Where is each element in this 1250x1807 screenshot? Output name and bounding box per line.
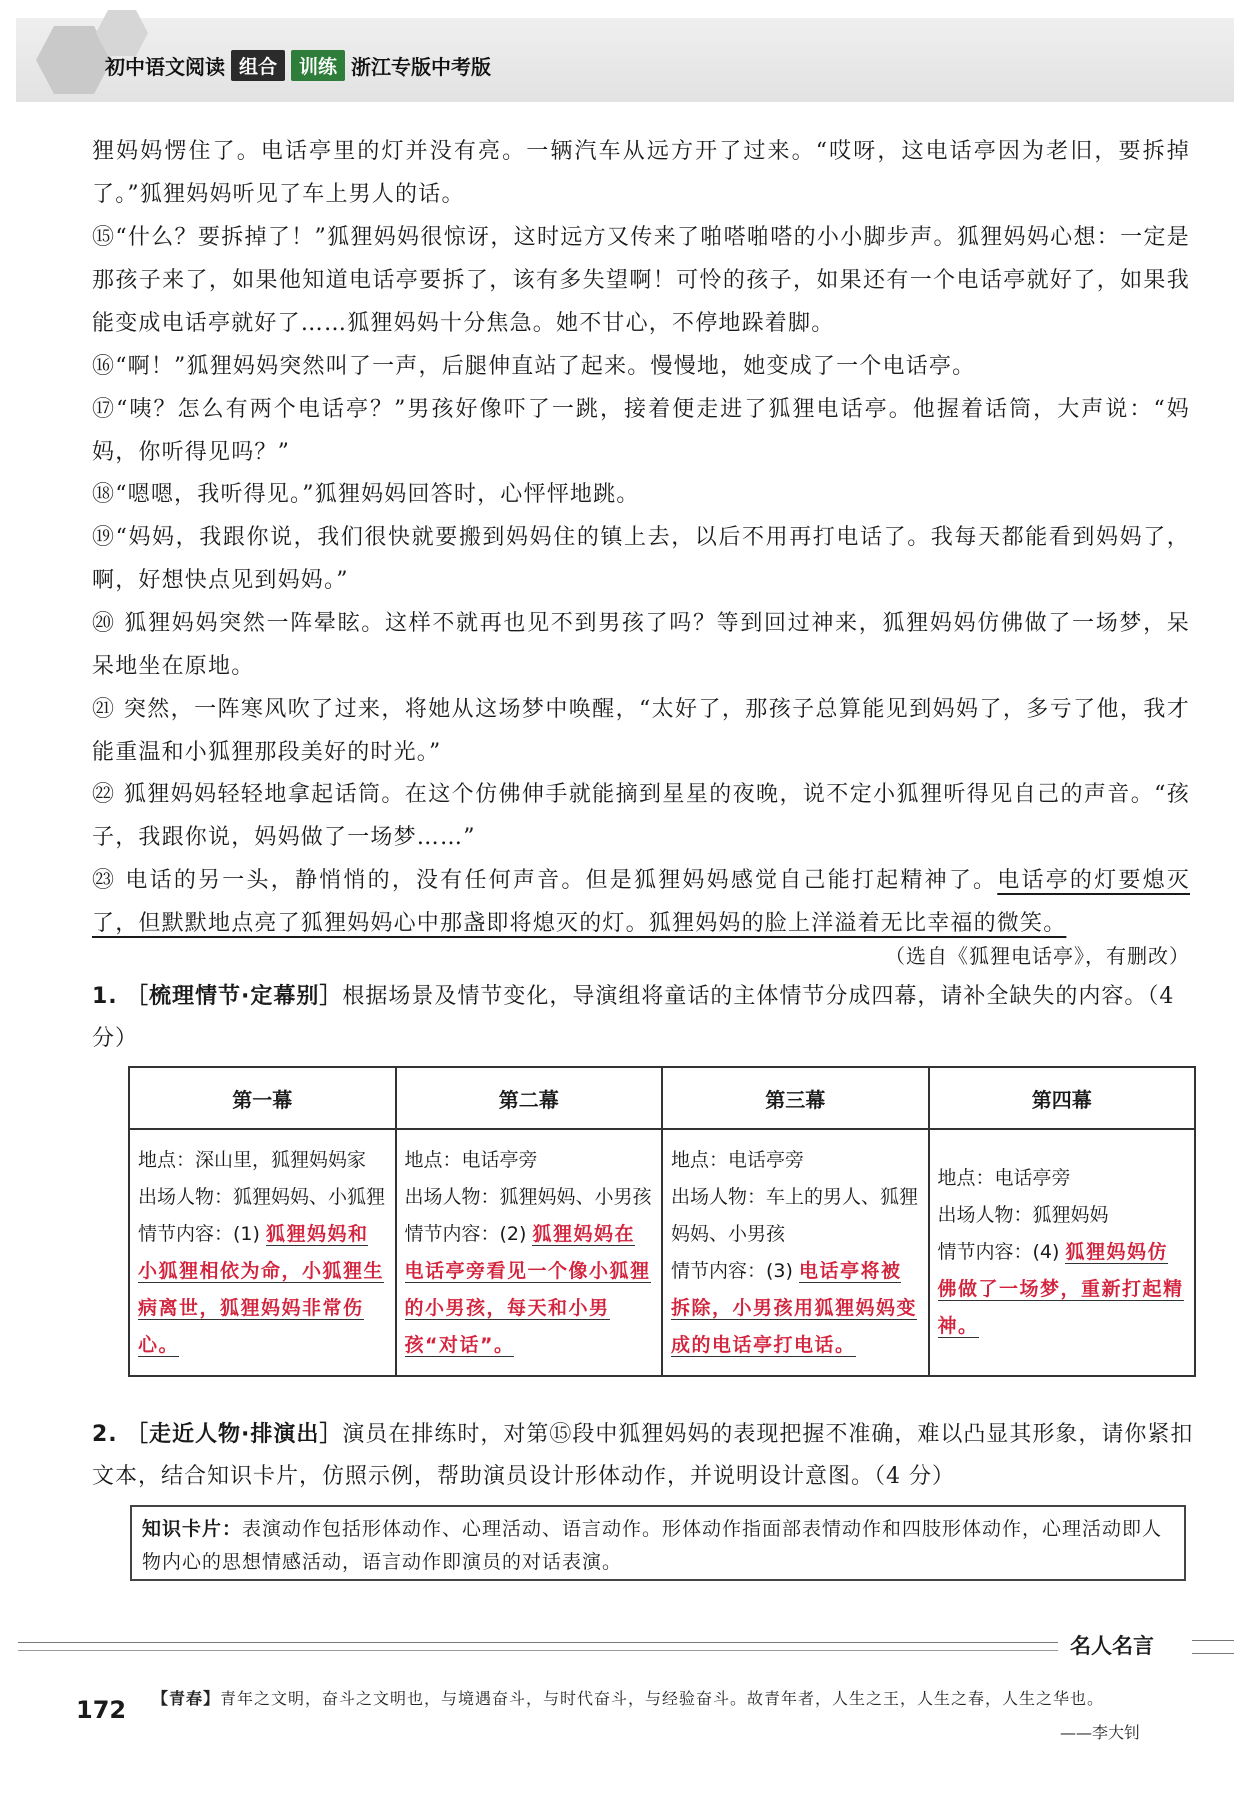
scene-1-people: 出场人物：狐狸妈妈、小狐狸 xyxy=(138,1185,386,1208)
book-title-main: 初中语文阅读 xyxy=(105,54,225,79)
scene-3-people: 出场人物：车上的男人、狐狸妈妈、小男孩 xyxy=(671,1185,919,1245)
scenes-table xyxy=(128,1066,1196,1377)
book-title-edition: 浙江专版中考版 xyxy=(351,54,492,79)
footer-divider-thin xyxy=(18,1650,1058,1651)
page-number: 172 xyxy=(76,1696,127,1724)
scene-3-header: 第三幕 xyxy=(662,1067,929,1129)
book-title-box-combo: 组合 xyxy=(231,50,285,81)
question-2-text: 演员在排练时，对第⑮段中狐狸妈妈的表现把握不准确，难以凸显其形象，请你紧扣文本，结合知识卡片，仿照示例，帮助演员设计形体动作，并说明设计意图。（4 分） xyxy=(92,1422,1194,1489)
quote-author: ——李大钊 xyxy=(1060,1723,1141,1742)
scene-4-cell xyxy=(929,1129,1196,1376)
story-paragraph-22: ㉒ 狐狸妈妈轻轻地拿起话筒。在这个仿佛伸手就能摘到星星的夜晚，说不定小狐狸听得见自己的声音。“孩子，我跟你说，妈妈做了一场梦……” xyxy=(92,782,1190,850)
scene-4-people: 出场人物：狐狸妈妈 xyxy=(937,1204,1109,1226)
footer-dash-decoration xyxy=(1192,1640,1234,1654)
scenes-content-row xyxy=(129,1129,1195,1376)
scene-1-cell xyxy=(129,1129,396,1376)
story-paragraph-19: ⑲“妈妈，我跟你说，我们很快就要搬到妈妈住的镇上去，以后不用再打电话了。我每天都能看到妈妈了，啊，好想快点见到妈妈。” xyxy=(92,525,1190,593)
question-2-tag: ［走近人物·排演出］ xyxy=(126,1422,343,1447)
knowledge-card-text: 表演动作包括形体动作、心理活动、语言动作。形体动作指面部表情动作和四肢形体动作，心理活动即人物内心的思想情感活动，语言动作即演员的对话表演。 xyxy=(142,1518,1163,1573)
story-paragraph-23-underlined: 电话亭的灯要熄灭了，但默默地点亮了狐狸妈妈心中那盏即将熄灭的灯。狐狸妈妈的脸上洋溢着无比幸福的微笑。 xyxy=(92,868,1190,936)
question-1-text: 根据场景及情节变化，导演组将童话的主体情节分成四幕，请补全缺失的内容。（4 分） xyxy=(92,984,1175,1051)
story-paragraph-18: ⑱“嗯嗯，我听得见。”狐狸妈妈回答时，心怦怦地跳。 xyxy=(92,482,640,507)
scene-4-plot-label: 情节内容：(4) xyxy=(937,1241,1060,1263)
scene-2-cell xyxy=(396,1129,663,1376)
scene-2-people: 出场人物：狐狸妈妈、小男孩 xyxy=(404,1185,652,1208)
question-1-tag: ［梳理情节·定幕别］ xyxy=(126,984,343,1009)
scene-3-answer: 电话亭将被拆除，小男孩用狐狸妈妈变成的电话亭打电话。 xyxy=(671,1259,918,1356)
scene-1-header: 第一幕 xyxy=(129,1067,396,1129)
scene-3-cell xyxy=(662,1129,929,1376)
scene-4-place: 地点：电话亭旁 xyxy=(937,1167,1071,1189)
story-paragraph-20: ⑳ 狐狸妈妈突然一阵晕眩。这样不就再也见不到男孩了吗？等到回过神来，狐狸妈妈仿佛做了一场梦，呆呆地坐在原地。 xyxy=(92,611,1190,679)
scene-4-answer: 狐狸妈妈仿佛做了一场梦，重新打起精神。 xyxy=(937,1241,1184,1337)
footer-divider xyxy=(18,1642,1058,1643)
question-2 xyxy=(92,1414,1202,1498)
scene-3-place: 地点：电话亭旁 xyxy=(671,1148,805,1171)
scene-3-plot-label: 情节内容：(3) xyxy=(671,1259,793,1282)
story-paragraph-21: ㉑ 突然，一阵寒风吹了过来，将她从这场梦中唤醒，“太好了，那孩子总算能见到妈妈了，多亏了他，我才能重温和小狐狸那段美好的时光。” xyxy=(92,697,1190,765)
scene-2-place: 地点：电话亭旁 xyxy=(404,1148,538,1171)
story-paragraph-continued: 狸妈妈愣住了。电话亭里的灯并没有亮。一辆汽车从远方开了过来。“哎呀，这电话亭因为老旧，要拆掉了。”狐狸妈妈听见了车上男人的话。 xyxy=(92,139,1190,207)
scene-2-plot-label: 情节内容：(2) xyxy=(404,1222,527,1245)
book-title xyxy=(105,48,491,82)
scene-1-plot-label: 情节内容：(1) xyxy=(138,1222,260,1245)
scene-1-place: 地点：深山里，狐狸妈妈家 xyxy=(138,1148,367,1171)
quote-label: 【青春】 xyxy=(152,1689,221,1708)
quote-body: 青年之文明，奋斗之文明也，与境遇奋斗，与时代奋斗，与经验奋斗。故青年者，人生之王，人生之春，人生之华也。 xyxy=(220,1689,1105,1708)
book-title-box-training: 训练 xyxy=(291,50,345,81)
story-paragraph-23-start: ㉓ 电话的另一头，静悄悄的，没有任何声音。但是狐狸妈妈感觉自己能打起精神了。 xyxy=(92,868,998,893)
question-2-number: 2. xyxy=(92,1422,118,1447)
quote-text xyxy=(152,1678,1122,1720)
question-1-number: 1. xyxy=(92,984,118,1009)
scene-2-answer: 狐狸妈妈在电话亭旁看见一个像小狐狸的小男孩，每天和小男孩“对话”。 xyxy=(404,1222,651,1356)
scenes-header-row xyxy=(129,1067,1195,1129)
story-source: （选自《狐狸电话亭》，有删改） xyxy=(885,944,1190,968)
story-paragraph-17: ⑰“咦？怎么有两个电话亭？”男孩好像吓了一跳，接着便走进了狐狸电话亭。他握着话筒，大声说：“妈妈，你听得见吗？” xyxy=(92,397,1190,465)
story-paragraph-15: ⑮“什么？要拆掉了！”狐狸妈妈很惊讶，这时远方又传来了啪嗒啪嗒的小小脚步声。狐狸妈妈心想：一定是那孩子来了，如果他知道电话亭要拆了，该有多失望啊！可怜的孩子，如果还有一个电话亭就好了，如果我能变成电话亭就好了……狐狸妈妈十分焦急。她不甘心，不停地跺着脚。 xyxy=(92,225,1190,336)
quote-heading: 名人名言 xyxy=(1070,1634,1154,1658)
scene-4-header: 第四幕 xyxy=(929,1067,1196,1129)
story-paragraph-16: ⑯“啊！”狐狸妈妈突然叫了一声，后腿伸直站了起来。慢慢地，她变成了一个电话亭。 xyxy=(92,354,976,379)
knowledge-card xyxy=(130,1505,1186,1581)
knowledge-card-label: 知识卡片： xyxy=(142,1518,243,1540)
story-paragraph-23 xyxy=(92,859,1190,945)
question-1 xyxy=(92,976,1202,1060)
scene-1-answer: 狐狸妈妈和小狐狸相依为命，小狐狸生病离世，狐狸妈妈非常伤心。 xyxy=(138,1222,385,1356)
scene-2-header: 第二幕 xyxy=(396,1067,663,1129)
